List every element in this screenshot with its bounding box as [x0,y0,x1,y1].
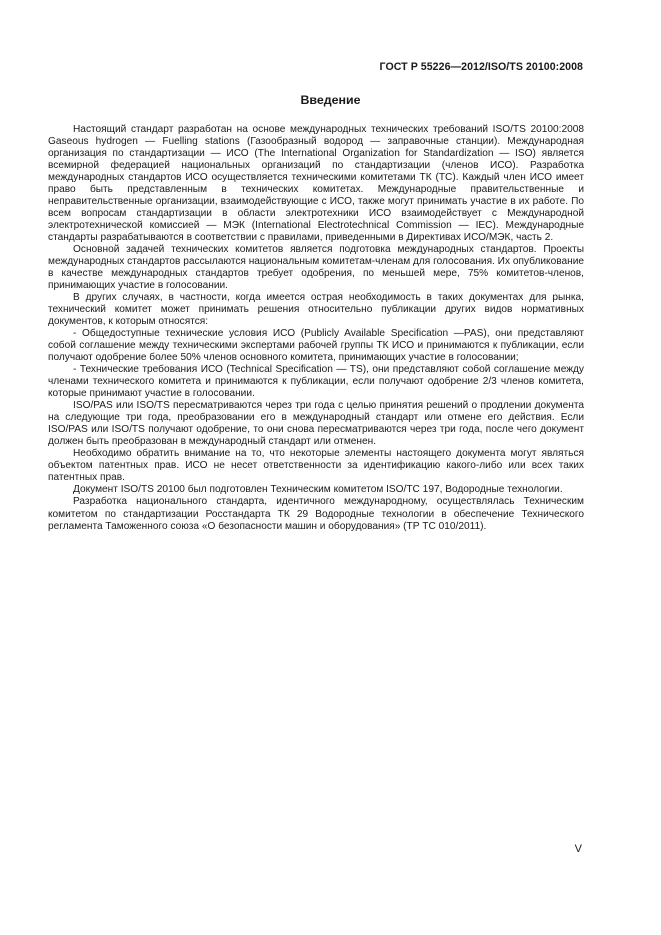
paragraph: Необходимо обратить внимание на то, что некоторые элементы настоящего документа могут являться объектом патентных прав. ИСО не несет ответственности за идентификацию какого-либо или всех таких патентных прав. [48,448,584,484]
page-number: V [574,843,582,855]
paragraph: Основной задачей технических комитетов является подготовка международных стандартов. Проекты международных стандартов рассылаются национальным комитетам-членам для голосования. Их опубликование в качестве международных стандартов требует одобрения, по меньшей мере, 75% комитетов-членов, принимающих участие в голосовании. [48,244,584,292]
document-header: ГОСТ Р 55226—2012/ISO/TS 20100:2008 [379,61,583,73]
document-body [48,124,584,533]
section-title: Введение [300,93,361,107]
paragraph: В других случаях, в частности, когда имеется острая необходимость в таких документах для рынка, технический комитет может принимать решения относительно публикации других видов нормативных документов, к которым относятся: [48,292,584,328]
paragraph: Документ ISO/TS 20100 был подготовлен Техническим комитетом ISO/TC 197, Водородные технологии. [73,484,563,496]
paragraph: ISO/PAS или ISO/TS пересматриваются через три года с целью принятия решений о продлении документа на следующие три года, преобразовании его в международный стандарт или отмене его действия. Если ISO/PAS или ISO/TS получают одобрение, то они снова пересматриваются через три года, после чего документ должен быть преобразован в международный стандарт или отменен. [48,400,584,448]
paragraph: Разработка национального стандарта, идентичного международному, осуществлялась Техническим комитетом по стандартизации Росстандарта ТК 29 Водородные технологии в обеспечение Технического регламента Таможенного союза «О безопасности машин и оборудования» (ТР ТС 010/2011). [48,496,584,532]
paragraph: Настоящий стандарт разработан на основе международных технических требований ISO/TS 20100:2008 Gaseous hydrogen — Fuelling stations (Газообразный водород — заправочные станции). Международная организация по стандартизации — ИСО (The International Organization for Standardization — ISO) является всемирной федерацией национальных организаций по стандартизации (членов ИСО). Разработка международных стандартов ИСО осуществляется техническими комитетами ТК (ТС). Каждый член ИСО имеет право быть представленным в технических комитетах. Международные правительственные и неправительственные организации, взаимодействующие с ИСО, также могут принимать участие в их работе. По всем вопросам стандартизации в области электротехники ИСО взаимодействует с Международной электротехнической комиссией — МЭК (International Electrotechnical Commission — IEC). Международные стандарты разрабатываются в соответствии с правилами, приведенными в Директивах ИСО/МЭК, часть 2. [48,124,584,244]
paragraph: - Технические требования ИСО (Technical Specification — TS), они представляют собой соглашение между членами технического комитета и принимаются к публикации, если получают одобрение 2/3 членов комитета, которые принимают участие в голосовании. [48,364,584,400]
paragraph: - Общедоступные технические условия ИСО (Publicly Available Specification —PAS), они представляют собой соглашение между техническими экспертами рабочей группы ТК ИСО и принимаются к публикации, если получают одобрение более 50% членов основного комитета, принимающих участие в голосовании; [48,328,584,364]
